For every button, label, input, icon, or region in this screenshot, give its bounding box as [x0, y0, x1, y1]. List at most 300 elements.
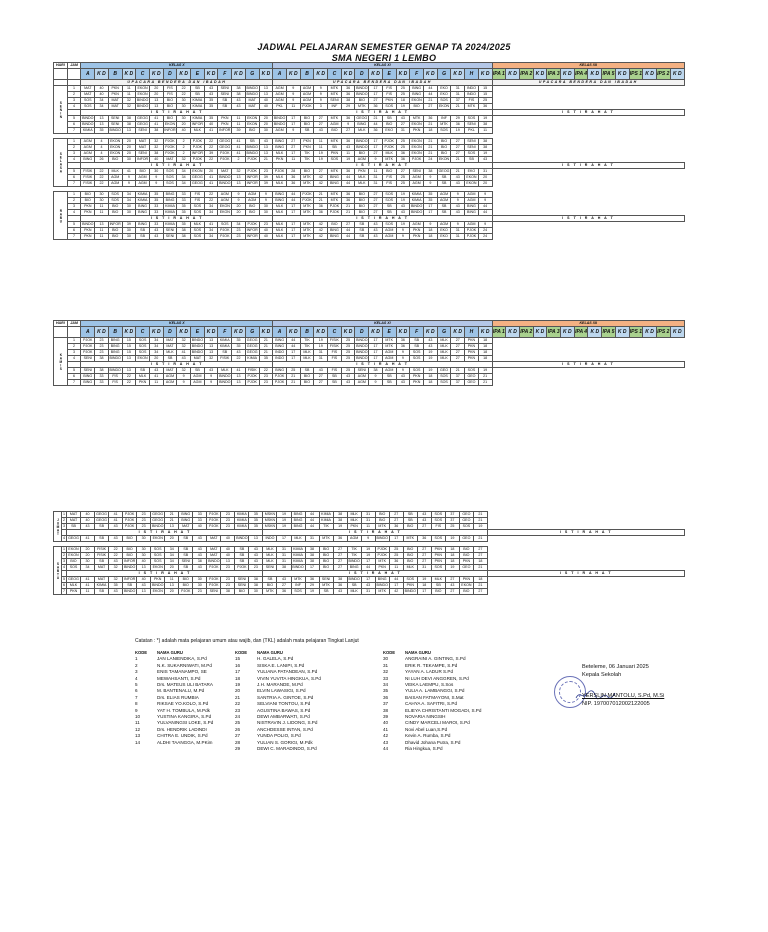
teacher-code: 21 — [259, 338, 273, 344]
teacher-code: 19 — [314, 338, 328, 344]
subject-cell: SENI — [235, 583, 249, 589]
class-header: IPS 1 — [629, 327, 643, 338]
teacher-code: 38 — [277, 565, 291, 571]
kd-header: K D — [506, 327, 520, 338]
subject-cell: BING — [136, 222, 150, 228]
teacher-kode: 31 — [383, 662, 389, 668]
teacher-code: 13 — [232, 175, 246, 181]
teacher-code: 20 — [259, 116, 273, 122]
subject-cell: BINDO — [152, 524, 164, 528]
teacher-code: 9 — [478, 198, 492, 204]
teacher-code: 9 — [204, 380, 218, 386]
subject-cell: AGM — [382, 234, 396, 240]
teacher-name: YAT H. TOMBULA, M.Pdk — [157, 707, 210, 713]
class-header: F — [218, 69, 232, 80]
teacher-code: 31 — [277, 559, 291, 565]
subject-cell: SB — [355, 234, 369, 240]
teacher-code: 19 — [417, 577, 431, 583]
teacher-code: 18 — [473, 559, 487, 565]
teacher-code: 25 — [341, 338, 355, 344]
subject-cell: MLK — [218, 368, 232, 374]
teacher-code: 44 — [423, 92, 437, 98]
teacher-kode: 9 — [135, 707, 138, 713]
subject-cell: MLK — [403, 565, 417, 571]
teacher-code: 21 — [423, 98, 437, 104]
jam-number: 5 — [67, 169, 81, 175]
subject-cell: MLK — [291, 536, 305, 542]
subject-cell: AGM — [136, 175, 150, 181]
subject-cell: BINDO — [356, 356, 368, 360]
subject-cell: BINDO — [348, 559, 360, 563]
subject-cell: GEOG — [96, 512, 107, 516]
teacher-name: NISTRAVIN J. LIDONG, S.Pd — [257, 720, 318, 726]
subject-cell: FIS — [382, 181, 396, 187]
kd-header: K D — [506, 69, 520, 80]
teacher-code: 43 — [396, 204, 410, 210]
subject-cell: BIO — [179, 583, 193, 589]
subject-cell: TIK — [300, 344, 314, 350]
teacher-code: 43 — [277, 577, 291, 583]
teacher-code: 25 — [341, 368, 355, 374]
teacher-code: 41 — [232, 139, 246, 145]
subject-cell: GEO — [459, 565, 473, 571]
subject-cell: SENI — [263, 565, 277, 571]
subject-cell: SB — [437, 175, 451, 181]
teacher-code: 31 — [451, 228, 465, 234]
subject-cell: FIS — [328, 368, 342, 374]
subject-cell: PJOK — [218, 151, 232, 157]
teacher-code: 27 — [341, 222, 355, 228]
teacher-name: Kevin A. Rumba, S.Pd — [405, 733, 451, 739]
subject-cell: AGM — [273, 92, 287, 98]
teacher-code: 41 — [122, 169, 136, 175]
teacher-code: 22 — [109, 547, 123, 553]
subject-cell: SB — [136, 368, 150, 374]
teacher-code: 17 — [423, 204, 437, 210]
teacher-code: 43 — [249, 547, 263, 553]
subject-cell: INFOR — [246, 234, 258, 238]
teacher-code: 23 — [95, 344, 109, 350]
subject-cell: BINDO — [109, 128, 121, 132]
subject-cell: BINDO — [191, 350, 204, 354]
subject-cell: PKN — [459, 577, 473, 583]
teacher-code: 44 — [389, 577, 403, 583]
istirahat-banner: I S T I R A H A T — [273, 110, 492, 116]
teacher-code: 30 — [249, 589, 263, 595]
teacher-code: 36 — [341, 139, 355, 145]
subject-cell: BING — [273, 192, 287, 198]
teacher-code: 9 — [451, 198, 465, 204]
kode-header: KODE — [135, 650, 148, 655]
istirahat-banner: I S T I R A H A T — [81, 216, 273, 222]
teacher-code: 36 — [417, 536, 431, 542]
teacher-kode: 30 — [383, 656, 389, 662]
teacher-code: 33 — [149, 204, 163, 210]
teacher-code: 27 — [369, 198, 383, 204]
subject-cell: PJOK — [123, 518, 137, 524]
class-header: H — [465, 327, 479, 338]
teacher-code: 34 — [177, 169, 191, 175]
subject-cell: KIMIA — [137, 192, 148, 196]
teacher-name: YUSTINA KANGIRA, S.Pd — [157, 714, 212, 720]
teacher-name: M. BANTENALU, M.Pd — [157, 688, 205, 694]
subject-cell: EKON — [219, 204, 230, 208]
teacher-code: 18 — [478, 338, 492, 344]
day-label: JUMAT — [54, 512, 62, 542]
subject-cell: FIS — [328, 356, 342, 362]
subject-cell: BIO — [319, 553, 333, 559]
teacher-code: 2 — [232, 157, 246, 163]
subject-cell: SB — [191, 86, 205, 92]
teacher-code: 29 — [341, 104, 355, 110]
sign-place-date: Beteleme, 06 Januari 2025 — [582, 664, 649, 670]
teacher-kode: 13 — [135, 733, 141, 739]
teacher-code: 32 — [122, 98, 136, 104]
teacher-code: 25 — [341, 344, 355, 350]
subject-cell: MLK — [300, 350, 314, 356]
kd-header: K D — [561, 69, 575, 80]
teacher-code: 44 — [341, 181, 355, 187]
subject-cell: MAT — [245, 104, 259, 110]
subject-cell: BING — [328, 181, 342, 187]
subject-cell: MTK — [328, 139, 342, 145]
teacher-code: 36 — [389, 524, 403, 530]
teacher-code: 23 — [232, 234, 246, 240]
subject-cell: PJOK — [163, 139, 177, 145]
teacher-code: 24 — [478, 234, 492, 240]
subject-cell: MTK — [300, 175, 314, 181]
teacher-code: 20 — [122, 139, 136, 145]
teacher-code: 38 — [369, 368, 383, 374]
teacher-code: 32 — [177, 344, 191, 350]
jam-number: 3 — [63, 559, 65, 563]
teacher-code: 21 — [423, 145, 437, 151]
teacher-code: 30 — [259, 210, 273, 216]
teacher-code: 11 — [286, 104, 300, 110]
subject-cell: MLK — [191, 222, 205, 228]
subject-cell: MTK — [291, 577, 305, 583]
subject-cell: BIO — [403, 559, 417, 565]
teacher-code: 30 — [122, 228, 136, 234]
teacher-code: 21 — [286, 374, 300, 380]
teacher-code: 36 — [369, 104, 383, 110]
istirahat-banner: I S T I R A H A T — [492, 362, 685, 368]
teacher-code: 44 — [341, 175, 355, 181]
subject-cell: PKN — [431, 559, 445, 565]
kd-header: K D — [149, 69, 163, 80]
jam-number: 6 — [63, 583, 65, 587]
subject-cell: BING — [291, 518, 305, 524]
teacher-kode: 20 — [235, 688, 241, 694]
teacher-code: 43 — [149, 228, 163, 234]
subject-cell: PJOK — [375, 547, 389, 553]
class-header: B — [300, 69, 314, 80]
teacher-code: 43 — [109, 589, 123, 595]
subject-cell: FIS — [431, 524, 445, 530]
teacher-code: 38 — [478, 139, 492, 145]
teacher-code: 27 — [451, 344, 465, 350]
teacher-name: YUNDA POLIO, S.Pd — [257, 733, 301, 739]
subject-cell: EKON — [110, 151, 121, 155]
kd-header: K D — [149, 327, 163, 338]
teacher-code: 43 — [193, 553, 207, 559]
teacher-code: 19 — [314, 344, 328, 350]
subject-cell: BINDO — [219, 175, 231, 179]
teacher-code: 27 — [277, 583, 291, 589]
teacher-code: 19 — [341, 157, 355, 163]
teacher-name: CAHYA A. SAFITRI, S.Pd — [405, 701, 457, 707]
subject-cell: PJOK — [163, 145, 177, 151]
subject-cell: AGM — [355, 157, 369, 163]
subject-cell: SOS — [465, 368, 479, 374]
jam-number: 3 — [67, 151, 81, 157]
subject-cell: INDO — [465, 86, 479, 92]
teacher-entry — [135, 740, 213, 746]
teacher-code: 40 — [137, 577, 151, 583]
teacher-code: 9 — [204, 374, 218, 380]
subject-cell: BING — [136, 210, 150, 216]
subject-cell: FISIK — [328, 338, 342, 344]
subject-cell: MTK — [465, 104, 479, 110]
teacher-code: 42 — [314, 222, 328, 228]
teacher-code: 38 — [221, 589, 235, 595]
subject-cell: EKO — [437, 228, 451, 234]
subject-cell: FISIK — [218, 356, 232, 362]
kd-header: K D — [286, 327, 300, 338]
teacher-code: 43 — [249, 559, 263, 565]
teacher-code: 23 — [249, 565, 263, 571]
teacher-code: 18 — [423, 234, 437, 240]
subject-cell: BING — [136, 204, 150, 210]
kd-header: K D — [369, 69, 383, 80]
teacher-code: 40 — [221, 553, 235, 559]
subject-cell: BIO — [410, 104, 424, 110]
subject-cell: KIMIA — [95, 583, 109, 589]
subject-cell: AGM — [163, 374, 177, 380]
subject-cell: KIMIA — [411, 192, 422, 196]
teacher-code: 40 — [95, 92, 109, 98]
teacher-code: 38 — [122, 116, 136, 122]
subject-cell: SOS — [136, 338, 150, 344]
class-header: IPA 2 — [519, 327, 533, 338]
subject-cell: SB — [328, 374, 342, 380]
subject-cell: SENI — [218, 92, 232, 98]
subject-cell: BIO — [300, 380, 314, 386]
subject-cell: BINDO — [273, 116, 286, 120]
subject-cell: MTK — [300, 234, 314, 240]
subject-cell: SOS — [163, 181, 177, 187]
teacher-code: 23 — [95, 338, 109, 344]
sign-nip: NIP. 197007012002122005 — [582, 700, 650, 707]
kd-header: K D — [561, 327, 575, 338]
subject-cell: EKON — [68, 553, 79, 557]
kd-header: K D — [670, 69, 684, 80]
teacher-code: 9 — [396, 356, 410, 362]
teacher-code: 28 — [286, 169, 300, 175]
teacher-kode: 17 — [235, 669, 241, 675]
teacher-code: 9 — [361, 536, 375, 542]
subject-cell: MTK — [328, 116, 342, 122]
subject-cell: PKN — [410, 380, 424, 386]
subject-cell: AGM — [382, 228, 396, 234]
teacher-code: 30 — [259, 128, 273, 134]
subject-cell: BINDO — [376, 536, 388, 540]
teacher-code: 38 — [305, 559, 319, 565]
teacher-code: 32 — [177, 338, 191, 344]
subject-cell: EKON — [68, 547, 79, 551]
subject-cell: SOS — [67, 565, 81, 571]
subject-cell: SOS — [108, 198, 122, 204]
subject-cell: AGM — [347, 536, 361, 542]
kd-header: K D — [95, 69, 109, 80]
teacher-code: 21 — [259, 157, 273, 163]
subject-cell: AGM — [273, 98, 287, 104]
teacher-code: 18 — [478, 344, 492, 350]
subject-cell: BIO — [403, 524, 417, 530]
subject-cell: PKL — [465, 128, 479, 134]
kd-header: K D — [478, 327, 492, 338]
subject-cell: MLK — [355, 181, 369, 187]
subject-cell: FIS — [328, 350, 342, 356]
subject-cell: BINDO — [410, 204, 423, 208]
teacher-code: 27 — [396, 122, 410, 128]
teacher-code: 20 — [122, 151, 136, 157]
teacher-code: 2 — [177, 145, 191, 151]
subject-cell: MLK — [273, 175, 287, 181]
subject-cell: PKN — [465, 338, 479, 344]
subject-cell: PKN — [273, 157, 287, 163]
subject-cell: EKON — [110, 139, 121, 143]
subject-cell: EKON — [411, 98, 422, 102]
teacher-code: 15 — [478, 92, 492, 98]
subject-cell: BIO — [108, 228, 122, 234]
teacher-code: 27 — [369, 151, 383, 157]
subject-cell: AGM — [245, 192, 259, 198]
subject-cell: EKON — [152, 536, 163, 540]
class-header: D — [163, 327, 177, 338]
teacher-code: 35 — [232, 338, 246, 344]
teacher-code: 22 — [204, 198, 218, 204]
teacher-code: 19 — [361, 547, 375, 553]
teacher-code: 39 — [204, 151, 218, 157]
class-header: IPS 2 — [656, 69, 670, 80]
teacher-code: 20 — [165, 589, 179, 595]
subject-cell: BIO — [163, 98, 177, 104]
teacher-code: 9 — [177, 380, 191, 386]
class-header: A — [273, 69, 287, 80]
teacher-code: 19 — [396, 198, 410, 204]
teacher-code: 27 — [473, 589, 487, 595]
teacher-code: 43 — [109, 536, 123, 542]
subject-cell: KIMIA — [291, 547, 305, 553]
teacher-code: 44 — [361, 565, 375, 571]
teacher-code: 17 — [361, 559, 375, 565]
kd-header: K D — [286, 69, 300, 80]
teacher-code: 25 — [341, 350, 355, 356]
subject-cell: MAT — [218, 169, 232, 175]
teacher-code: 34 — [204, 234, 218, 240]
subject-cell: PJOK — [218, 157, 232, 163]
subject-cell: BIO — [108, 204, 122, 210]
subject-cell: SOS — [382, 104, 396, 110]
jam-number: 7 — [63, 589, 65, 593]
teacher-kode: 37 — [383, 701, 389, 707]
teacher-kode: 27 — [235, 733, 241, 739]
teacher-code: 41 — [149, 374, 163, 380]
subject-cell: SB — [465, 157, 479, 163]
teacher-code: 20 — [81, 553, 95, 559]
subject-cell: FISIK — [95, 547, 109, 553]
subject-cell: MLK — [437, 338, 451, 344]
teacher-code: 43 — [396, 116, 410, 122]
jam-number: 5 — [63, 577, 65, 581]
teacher-code: 22 — [204, 139, 218, 145]
teacher-code: 13 — [165, 524, 179, 530]
teacher-name: SISKA E. LANIPI, S.Pd — [257, 662, 305, 668]
subject-cell: PJOK — [191, 145, 205, 151]
teacher-code: 20 — [149, 92, 163, 98]
teacher-code: 41 — [81, 577, 95, 583]
subject-cell: SOS — [191, 228, 205, 234]
subject-cell: PKN — [81, 234, 95, 240]
subject-cell: MAT — [207, 547, 221, 553]
istirahat-banner: I S T I R A H A T — [492, 163, 685, 169]
kd-header: K D — [341, 69, 355, 80]
teacher-entry — [383, 746, 481, 752]
teacher-code: 21 — [165, 512, 179, 518]
subject-cell: BINDO — [123, 565, 136, 569]
subject-cell: KIMIA — [235, 524, 249, 530]
subject-cell: SOS — [437, 98, 451, 104]
teacher-code: 33 — [193, 518, 207, 524]
istirahat-banner: I S T I R A H A T — [81, 163, 273, 169]
teacher-code: 37 — [445, 512, 459, 518]
teacher-code: 11 — [165, 577, 179, 583]
teacher-code: 13 — [259, 145, 273, 151]
subject-cell: SB — [191, 92, 205, 98]
teacher-name: ALDHI TAANGGA, M.PKim — [157, 739, 213, 745]
teacher-code: 27 — [451, 145, 465, 151]
schedule-table-week-part2 — [53, 320, 685, 386]
teacher-code: 43 — [193, 547, 207, 553]
teacher-code: 20 — [259, 122, 273, 128]
teacher-code: 41 — [232, 145, 246, 151]
kd-header: K D — [451, 327, 465, 338]
teacher-code: 9 — [286, 86, 300, 92]
subject-cell: MAT — [95, 565, 109, 571]
subject-cell: BINDO — [191, 344, 204, 348]
subject-cell: SOS — [191, 210, 205, 216]
teacher-name: Ria Hingkua, S.Pd — [405, 746, 443, 752]
subject-cell: MTK — [300, 210, 314, 216]
teacher-code: 40 — [259, 234, 273, 240]
class-header: IPS 2 — [656, 327, 670, 338]
subject-cell: SOS — [191, 204, 205, 210]
teacher-code: 25 — [396, 139, 410, 145]
subject-cell: MTK — [403, 536, 417, 542]
subject-cell: KIMIA — [192, 116, 203, 120]
teacher-code: 27 — [445, 589, 459, 595]
subject-cell: BING — [179, 512, 193, 518]
class-header: D — [355, 69, 369, 80]
subject-cell: SB — [179, 536, 193, 542]
subject-cell: INFOR — [164, 128, 176, 132]
teacher-code: 43 — [204, 86, 218, 92]
teacher-code: 43 — [396, 380, 410, 386]
teacher-name: JAN LANIENDIKA, S.Pd — [157, 656, 207, 662]
subject-cell: BINDO — [356, 86, 368, 90]
teacher-code: 35 — [259, 356, 273, 362]
